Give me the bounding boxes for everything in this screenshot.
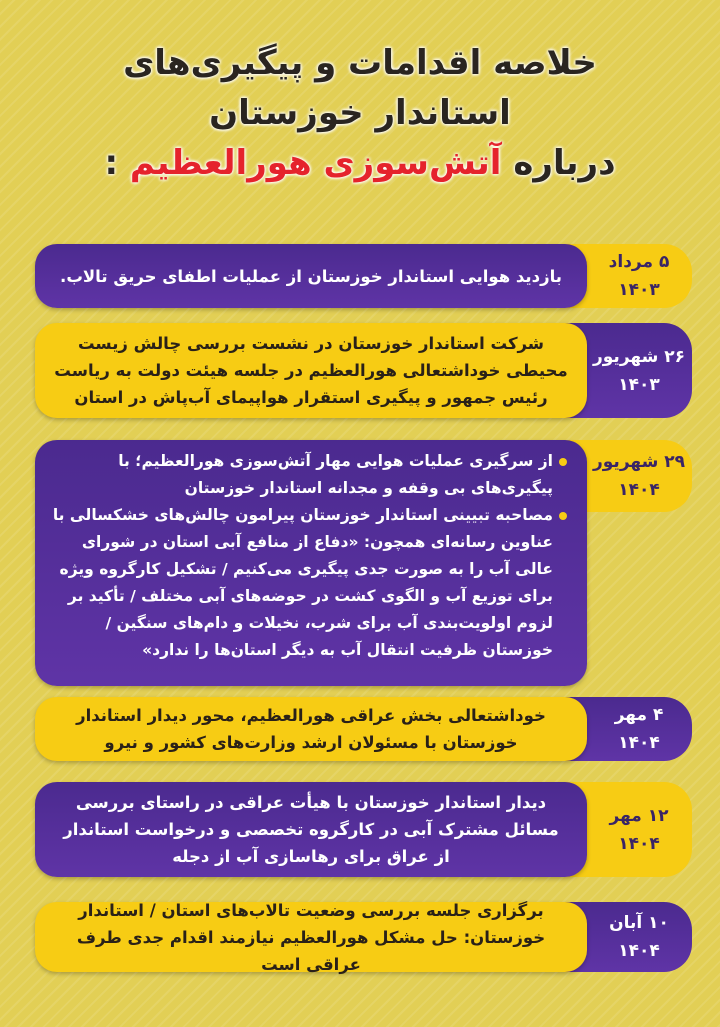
timeline-item xyxy=(35,697,692,761)
date-year: ۱۴۰۴ xyxy=(618,941,660,961)
event-bullet: مصاحبه تبیینی استاندار خوزستان پیرامون چالش‌های خشکسالی با عناوین رسانه‌ای همچون: «دفاع از منافع آبی استان در شورای عالی آب را به صورت جدی پیگیری می‌کنیم / تشکیل کارگروه ویژه برای توزیع آب و الگوی کشت در حوضه‌های آبی مختلف / تأکید بر لزوم اولویت‌بندی آب برای شرب، نخیلات و دام‌های سنگین / خوزستان ظرفیت انتقال آب به دیگر استان‌ها را ندارد» xyxy=(49,502,567,664)
event-text: دیدار استاندار خوزستان با هیأت عراقی در راستای بررسی مسائل مشترک آبی در کارگروه تخصصی و درخواست استاندار از عراق برای رهاسازی آب از دجله xyxy=(63,793,559,866)
title-line-3-prefix: درباره xyxy=(513,143,616,183)
title-highlight: آتش‌سوزی هورالعظیم xyxy=(129,143,502,183)
event-card xyxy=(35,697,587,761)
page-title xyxy=(0,38,720,188)
event-card xyxy=(35,782,587,877)
event-text: خوداشتعالی بخش عراقی هورالعظیم، محور دیدار استاندار خوزستان با مسئولان ارشد وزارت‌های کشور و نیرو xyxy=(76,706,546,752)
timeline-item xyxy=(35,440,692,686)
date-year: ۱۴۰۴ xyxy=(618,480,660,500)
title-line-2: استاندار خوزستان xyxy=(209,93,511,133)
date-day: ۲۹ شهریور xyxy=(592,452,686,472)
event-card xyxy=(35,440,587,686)
date-year: ۱۴۰۳ xyxy=(618,374,660,395)
event-card xyxy=(35,902,587,972)
date-day: ۱۰ آبان xyxy=(609,913,669,933)
date-day: ۴ مهر xyxy=(614,705,664,725)
timeline-item xyxy=(35,782,692,877)
date-day: ۵ مرداد xyxy=(608,252,670,272)
event-text: برگزاری جلسه بررسی وضعیت تالاب‌های استان / استاندار خوزستان: حل مشکل هورالعظیم نیازمند اقدام جدی طرف عراقی است xyxy=(76,900,546,974)
date-day: ۲۶ شهریور xyxy=(592,346,686,367)
title-colon: : xyxy=(104,143,119,183)
timeline-item xyxy=(35,902,692,972)
event-text: بازدید هوایی استاندار خوزستان از عملیات اطفای حریق تالاب. xyxy=(60,266,562,286)
date-year: ۱۴۰۴ xyxy=(618,833,660,854)
date-day: ۱۲ مهر xyxy=(609,805,669,826)
title-line-3 xyxy=(0,138,720,188)
event-bullet: از سرگیری عملیات هوایی مهار آتش‌سوزی هورالعظیم؛ با پیگیری‌های بی وقفه و مجدانه استاندار خوزستان xyxy=(49,448,567,502)
date-year: ۱۴۰۴ xyxy=(618,733,660,753)
timeline-item xyxy=(35,323,692,418)
date-year: ۱۴۰۳ xyxy=(618,280,660,300)
event-text: شرکت استاندار خوزستان در نشست بررسی چالش زیست محیطی خوداشتعالی هورالعظیم در جلسه هیئت دولت به ریاست رئیس جمهور و پیگیری استقرار هواپیمای آب‌پاش در استان xyxy=(54,334,568,407)
event-card xyxy=(35,323,587,418)
event-card xyxy=(35,244,587,308)
title-line-1: خلاصه اقدامات و پیگیری‌های xyxy=(123,43,597,83)
timeline-item xyxy=(35,244,692,308)
